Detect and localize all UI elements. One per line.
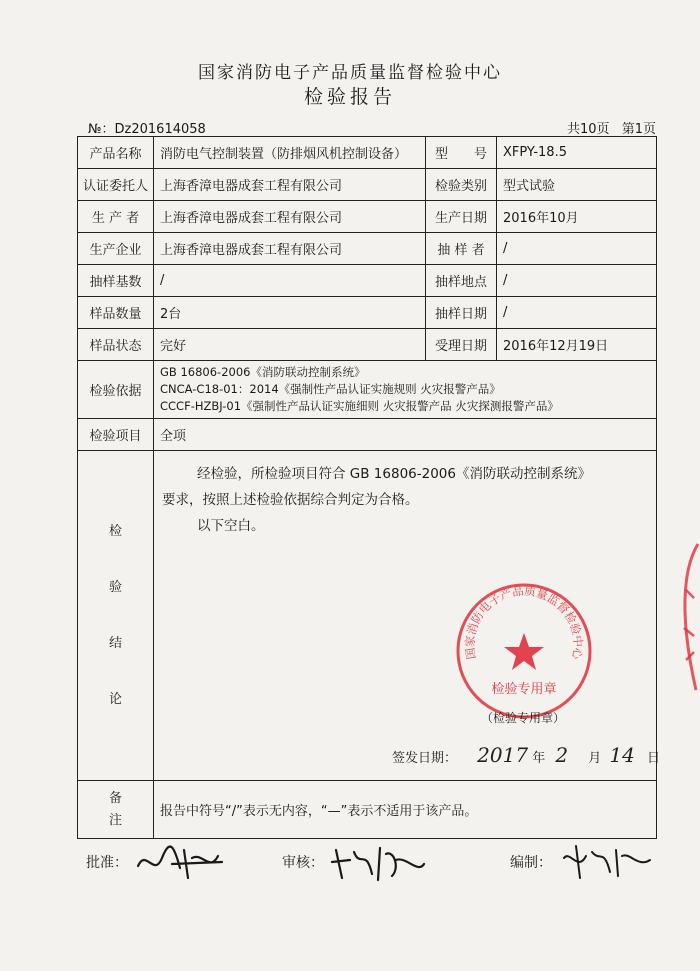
approve-block	[86, 852, 128, 872]
report-table	[77, 136, 660, 839]
seal-caption: （检验专用章）	[481, 711, 566, 725]
issue-date	[392, 743, 660, 767]
label-product-name: 产品名称	[78, 137, 154, 169]
compile-signature	[558, 838, 658, 884]
row-items	[78, 419, 657, 451]
conclusion-line: 要求，按照上述检验依据综合判定为合格。	[162, 492, 419, 508]
page-info	[567, 118, 656, 137]
svg-text:国家消防电子产品质量监督检验中心: 国家消防电子产品质量监督检验中心	[462, 583, 586, 661]
value-model: XFPY-18.5	[497, 137, 657, 169]
total-pages: 共10页	[567, 122, 610, 137]
row-sample-qty	[78, 297, 657, 329]
row-basis	[78, 361, 657, 419]
label-sampler: 抽 样 者	[426, 233, 497, 265]
issue-date-label: 签发日期：	[392, 751, 458, 766]
conclusion-char: 论	[108, 691, 122, 707]
report-number: №：Dz201614058	[88, 122, 206, 137]
label-producer: 生 产 者	[78, 201, 154, 233]
compile-block	[510, 852, 552, 872]
official-seal	[454, 581, 594, 721]
svg-text:检验专用章: 检验专用章	[491, 682, 557, 697]
review-label: 审核：	[282, 855, 324, 871]
label-remark	[78, 781, 154, 839]
label-sample-state: 样品状态	[78, 329, 154, 361]
conclusion-char: 验	[108, 579, 122, 595]
conclusion-char: 结	[108, 635, 122, 651]
row-conclusion	[78, 451, 657, 781]
day-unit: 日	[646, 751, 660, 766]
label-manufacturer: 生产企业	[78, 233, 154, 265]
label-conclusion	[78, 451, 154, 781]
value-items: 全项	[154, 419, 657, 451]
signatures	[86, 852, 666, 898]
value-sample-qty: 2台	[154, 297, 426, 329]
row-client	[78, 169, 657, 201]
value-product-name: 消防电气控制装置（防排烟风机控制设备）	[154, 137, 426, 169]
approve-label: 批准：	[86, 855, 128, 871]
basis-line: CNCA-C18-01：2014《强制性产品认证实施规则 火灾报警产品》	[160, 382, 501, 396]
row-producer	[78, 201, 657, 233]
value-sample-state: 完好	[154, 329, 426, 361]
label-sample-date: 抽样日期	[426, 297, 497, 329]
value-sample-location: /	[497, 265, 657, 297]
issue-day: 14	[609, 743, 635, 767]
value-production-date: 2016年10月	[497, 201, 657, 233]
row-product-name	[78, 137, 657, 169]
value-sample-date: /	[497, 297, 657, 329]
edge-seal-fragment	[676, 540, 700, 700]
label-sample-base: 抽样基数	[78, 265, 154, 297]
value-sampler: /	[497, 233, 657, 265]
value-producer: 上海香漳电器成套工程有限公司	[154, 201, 426, 233]
report-title: 检验报告	[303, 86, 396, 108]
conclusion-cell	[154, 451, 660, 781]
label-sample-qty: 样品数量	[78, 297, 154, 329]
compile-label: 编制：	[510, 855, 552, 871]
conclusion-char: 检	[108, 523, 122, 539]
label-basis: 检验依据	[78, 361, 154, 419]
label-test-type: 检验类别	[426, 169, 497, 201]
remark-char: 备	[108, 790, 122, 806]
issue-month: 2	[555, 743, 569, 767]
value-accept-date: 2016年12月19日	[497, 329, 657, 361]
row-manufacturer	[78, 233, 657, 265]
label-model: 型 号	[426, 137, 497, 169]
label-production-date: 生产日期	[426, 201, 497, 233]
institution-title: 国家消防电子产品质量监督检验中心	[198, 63, 502, 83]
row-remark	[78, 781, 657, 839]
basis-line: CCCF-HZBJ-01《强制性产品认证实施细则 火灾报警产品 火灾探测报警产品》	[160, 399, 559, 413]
conclusion-line: 以下空白。	[197, 518, 265, 534]
label-client: 认证委托人	[78, 169, 154, 201]
conclusion-line: 经检验，所检验项目符合 GB 16806-2006《消防联动控制系统》	[197, 466, 591, 482]
row-sample-state	[78, 329, 657, 361]
value-manufacturer: 上海香漳电器成套工程有限公司	[154, 233, 426, 265]
conclusion-text	[162, 461, 650, 539]
value-sample-base: /	[154, 265, 426, 297]
row-sample-base	[78, 265, 657, 297]
remark-text: 报告中符号“/”表示无内容，“—”表示不适用于该产品。	[154, 781, 657, 839]
approve-signature	[132, 838, 232, 884]
year-unit: 年	[532, 751, 546, 766]
label-sample-location: 抽样地点	[426, 265, 497, 297]
issue-year: 2017	[477, 743, 529, 767]
value-client: 上海香漳电器成套工程有限公司	[154, 169, 426, 201]
remark-char: 注	[108, 812, 122, 828]
label-items: 检验项目	[78, 419, 154, 451]
value-basis	[154, 361, 657, 419]
basis-line: GB 16806-2006《消防联动控制系统》	[160, 365, 366, 379]
review-signature	[330, 838, 430, 884]
value-test-type: 型式试验	[497, 169, 657, 201]
month-unit: 月	[588, 751, 602, 766]
current-page: 第1页	[621, 122, 656, 137]
review-block	[282, 852, 324, 872]
label-accept-date: 受理日期	[426, 329, 497, 361]
